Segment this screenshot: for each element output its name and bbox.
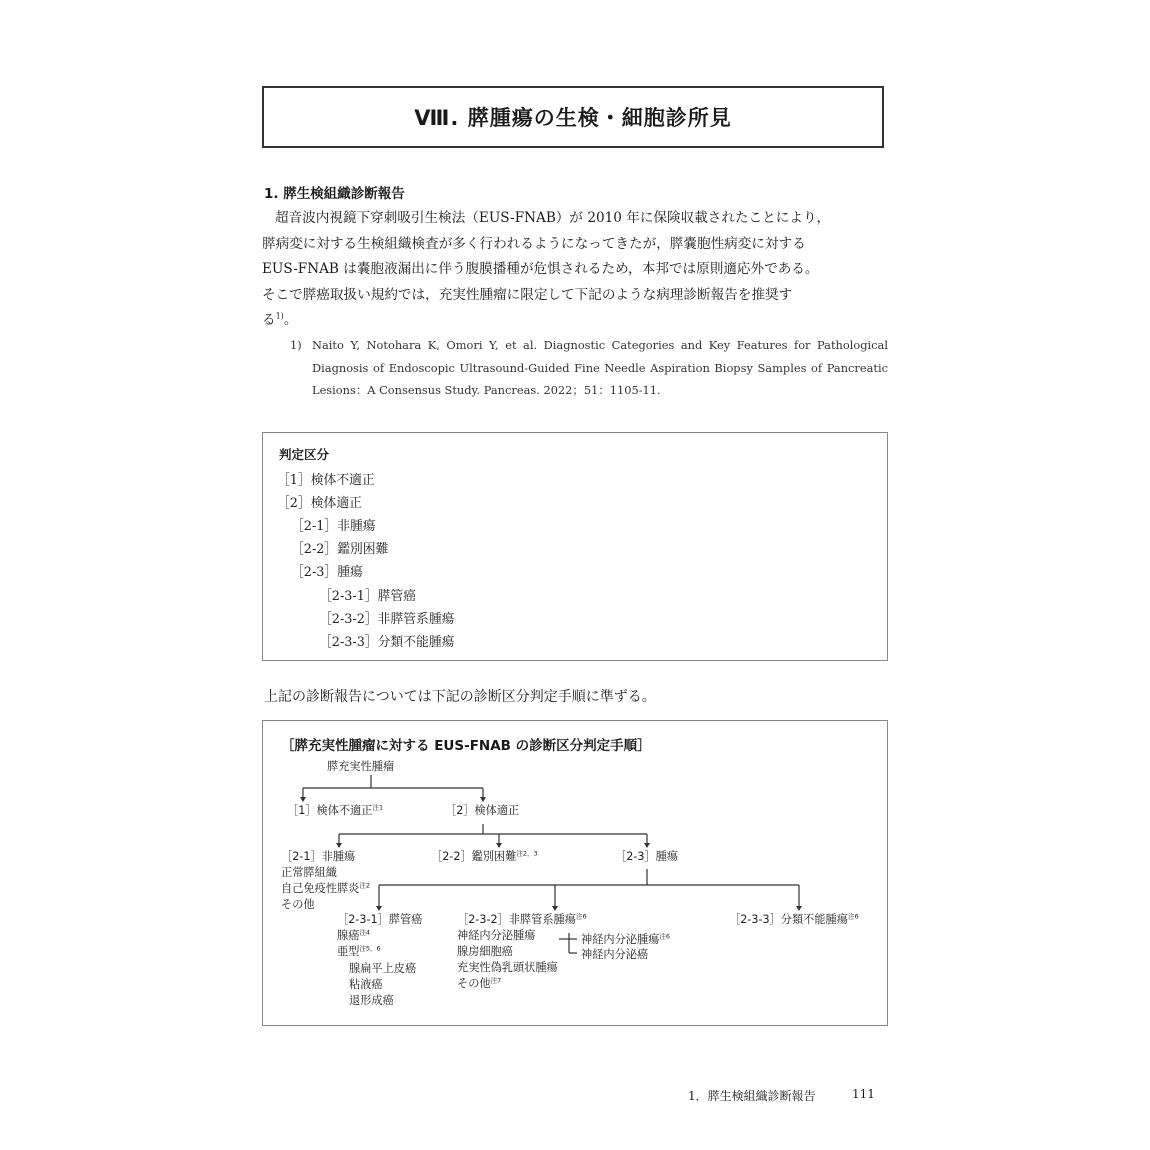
node-label: その他: [457, 977, 491, 990]
flow-node-unclassifiable: [729, 912, 859, 927]
category-item: ［2-3-2］非膵管系腫瘍: [319, 612, 455, 627]
procedure-note: 上記の診断報告については下記の診断区分判定手順に準ずる。: [264, 689, 656, 705]
neuro-subtype: [581, 932, 670, 947]
reference-entry: [290, 334, 888, 402]
paragraph-line: そこで膵癌取扱い規約では，充実性腫瘤に限定して下記のような病理診断報告を推奨す: [262, 286, 793, 303]
category-item: ［2-3-3］分類不能腫瘍: [319, 635, 455, 650]
category-box: [262, 432, 888, 661]
ductal-subtype: 腺扁平上皮癌: [349, 962, 417, 975]
category-item: ［2-2］鑑別困難: [291, 542, 389, 557]
note-marker: 注7: [490, 976, 502, 985]
paragraph-line: EUS-FNAB は嚢胞液漏出に伴う腹膜播種が危惧されるため，本邦では原則適応外である。: [262, 261, 819, 277]
flow-node-suitable: ［2］検体適正: [445, 804, 520, 817]
running-footer: 1．膵生検組織診断報告: [688, 1089, 816, 1103]
category-item: ［2-3-1］膵管癌: [319, 589, 417, 604]
nonductal-other: [457, 976, 501, 991]
node-label: ［1］検体不適正: [287, 804, 373, 817]
note-marker: 注6: [847, 912, 859, 921]
node-label: 自己免疫性膵炎: [281, 882, 360, 895]
note-marker: 注6: [575, 912, 587, 921]
note-marker: 注2: [359, 881, 370, 890]
note-marker: 注1: [372, 803, 384, 812]
chapter-title-box: [262, 86, 884, 148]
node-label: 腺癌: [337, 929, 360, 942]
node-label: ［2-2］鑑別困難: [431, 850, 517, 863]
section-heading: 1. 膵生検組織診断報告: [264, 186, 405, 202]
flow-node-non-tumor: ［2-1］非腫瘍: [281, 850, 356, 863]
flow-node-nonductal: [457, 912, 587, 927]
paragraph-line: [262, 308, 888, 334]
node-label: ［2-3-3］分類不能腫瘍: [729, 913, 848, 926]
paragraph-last-word: る: [262, 312, 276, 328]
flowchart-title: ［膵充実性腫瘤に対する EUS-FNAB の診断区分判定手順］: [281, 738, 651, 754]
nonductal-other-type: 充実性偽乳頭状腫瘍: [457, 961, 558, 974]
citation-marker: 1): [275, 311, 284, 321]
nonductal-neuro: 神経内分泌腫瘍: [457, 929, 536, 942]
category-item: ［2］検体適正: [277, 496, 362, 511]
nonductal-other-type: 腺房細胞癌: [457, 945, 513, 958]
ductal-adeno: [337, 928, 370, 943]
paragraph-end: 。: [283, 312, 298, 328]
flow-node-indeterminate: [431, 849, 538, 864]
node-label: ［2-3-2］非膵管系腫瘍: [457, 913, 576, 926]
category-item: ［1］検体不適正: [277, 473, 375, 488]
node-label: 亜型: [337, 945, 360, 958]
note-marker: 注2，3: [516, 849, 538, 858]
note-marker: 注5，6: [359, 944, 381, 953]
node-label: 神経内分泌腫瘍: [581, 933, 660, 946]
note-marker: 注4: [359, 928, 371, 937]
category-title: 判定区分: [279, 447, 330, 462]
flow-node-root: 膵充実性腫瘤: [327, 760, 395, 773]
ductal-subtype: 退形成癌: [349, 994, 394, 1007]
reference-number: 1): [290, 338, 302, 352]
paragraph-line: 超音波内視鏡下穿刺吸引生検法（EUS-FNAB）が 2010 年に保険収載されたことにより，: [275, 210, 831, 226]
page-number: 111: [852, 1087, 875, 1101]
ductal-variant: [337, 944, 381, 959]
paragraph-line: 膵病変に対する生検組織検査が多く行われるようになってきたが，膵嚢胞性病変に対する: [262, 235, 806, 252]
flow-node-ductal: ［2-3-1］膵管癌: [337, 913, 423, 926]
flowchart-box: [262, 720, 888, 1026]
non-tumor-item: 正常膵組織: [281, 866, 337, 879]
category-item: ［2-3］腫瘍: [291, 565, 363, 580]
non-tumor-item: [281, 881, 370, 896]
body-paragraph: [262, 206, 888, 334]
note-marker: 注6: [659, 932, 670, 941]
neuro-subtype: 神経内分泌癌: [581, 948, 649, 961]
non-tumor-other: その他: [281, 898, 315, 911]
chapter-title: Ⅷ. 膵腫瘍の生検・細胞診所見: [414, 106, 732, 130]
flow-node-tumor: ［2-3］腫瘍: [615, 850, 679, 863]
ductal-subtype: 粘液癌: [349, 978, 383, 991]
category-item: ［2-1］非腫瘍: [291, 519, 376, 534]
reference-text: Naito Y, Notohara K, Omori Y, et al. Diagnostic Categories and Key Features for Pathological Diagnosis of Endoscopic Ultrasound-Guided Fine Needle Aspiration Biopsy Samples of Pancreatic Lesions：A Consensus Study. Pancreas. 2022；51：1105-11.: [312, 338, 888, 397]
flow-node-unsuitable: [287, 803, 383, 818]
